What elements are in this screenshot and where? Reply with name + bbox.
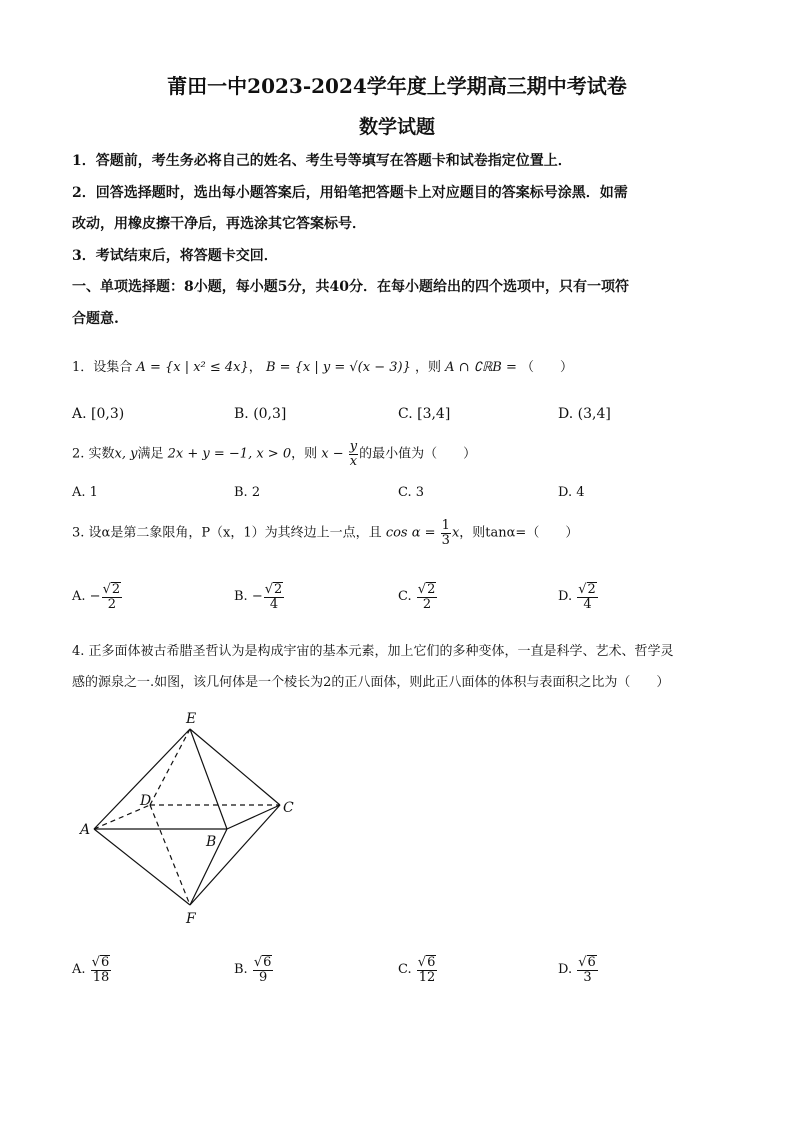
q3-option-b-den: 4 — [269, 596, 279, 612]
q1-suffix: ，则 — [415, 360, 442, 375]
instruction-2-cont: 改动，用橡皮擦干净后，再选涂其它答案标号． — [72, 216, 366, 232]
exam-title: 莆田一中2023-2024学年度上学期高三期中考试卷 — [167, 74, 627, 98]
q4-option-c-label: C. — [398, 962, 412, 978]
q3-option-c-den: 2 — [422, 596, 432, 612]
q2-option-d: D. 4 — [558, 485, 585, 500]
q4-option-a-den: 18 — [92, 969, 110, 985]
q4-option-b — [234, 955, 274, 984]
q4-option-d-label: D. — [558, 962, 573, 978]
q3-option-d-label: D. — [558, 589, 573, 605]
edge-cf — [190, 805, 280, 905]
vertex-label-a: A — [80, 822, 91, 838]
q3-option-c-frac: $\frac{√2}{2}$ — [417, 582, 436, 612]
q3-option-b — [234, 582, 285, 611]
q3-option-a-label: A. — [72, 589, 86, 605]
q1-expr: A ∩ ∁ℝB = — [445, 360, 517, 375]
question-1: 1．设集合 A = {x | x² ≤ 4x}， B = {x | y = √(x − 3)} ，则 A ∩ ∁ℝB = （ ） — [72, 360, 574, 375]
q4-option-a-num: 6 — [100, 955, 110, 970]
q3-frac-num: 1 — [441, 518, 450, 533]
q3-option-d — [558, 582, 599, 611]
q4-option-b-den: 9 — [258, 969, 268, 985]
q4-option-c-num: 6 — [427, 955, 436, 970]
q4-option-b-num: 6 — [263, 955, 272, 970]
q3-cos: cos α = — [385, 525, 436, 541]
q3-option-b-sign: − — [251, 589, 263, 605]
vertex-label-c: C — [283, 800, 294, 816]
edge-ea — [94, 729, 190, 829]
q3-option-c-label: C. — [398, 589, 412, 605]
q4-option-c-den: 12 — [418, 969, 436, 985]
q4-option-d — [558, 955, 599, 984]
q1-option-a: A. [0,3) — [72, 406, 125, 422]
q3-prefix: 3. 设α是第二象限角，P（x，1）为其终边上一点，且 — [72, 525, 382, 541]
q3-option-d-den: 4 — [583, 596, 592, 612]
edge-ed-hidden — [150, 729, 190, 805]
question-4-line1: 4. 正多面体被古希腊圣哲认为是构成宇宙的基本元素，加上它们的多种变体，一直是科学、艺术、哲学灵 — [72, 644, 674, 659]
question-3 — [72, 519, 578, 547]
q3-option-c — [398, 582, 438, 611]
q2-mid: 满足 — [137, 446, 164, 462]
q3-option-a-num: 2 — [111, 582, 121, 597]
q2-option-c: C. 3 — [398, 485, 425, 500]
q3-option-d-num: 2 — [587, 582, 596, 597]
q1-option-d: D. (3,4] — [558, 406, 611, 422]
q4-option-a-frac: $\frac{√6}{18}$ — [91, 955, 110, 985]
exam-subtitle: 数学试题 — [358, 116, 435, 138]
q2-then: ，则 — [291, 446, 318, 462]
vertex-label-f: F — [186, 911, 196, 927]
instruction-3: 3．考试结束后，将答题卡交回． — [72, 248, 278, 264]
q3-var: x — [451, 525, 460, 541]
q2-condition: 2x + y = −1, x > 0 — [167, 446, 292, 462]
q2-fraction — [349, 440, 358, 468]
q3-suffix: ，则tanα=（ ） — [459, 525, 579, 541]
q2-frac-num: y — [349, 439, 358, 454]
q1-option-c: C. [3,4] — [398, 406, 451, 422]
edge-bc — [227, 805, 280, 829]
q3-option-c-num: 2 — [427, 582, 436, 597]
vertex-label-d: D — [140, 793, 152, 809]
edge-df-hidden — [150, 805, 190, 905]
instruction-2: 2．回答选择题时，选出每小题答案后，用铅笔把答题卡上对应题目的答案标号涂黑．如需 — [72, 185, 628, 201]
q4-option-b-frac: $\frac{√6}{9}$ — [253, 955, 272, 985]
q2-option-a: A. 1 — [72, 485, 98, 500]
vertex-label-b: B — [206, 834, 217, 850]
q2-option-b: B. 2 — [234, 485, 261, 500]
q2-expr: x − — [321, 446, 344, 462]
q3-option-a-den: 2 — [107, 596, 116, 612]
q1-prefix: 1．设集合 — [72, 360, 133, 375]
q4-option-a-label: A. — [72, 962, 86, 978]
question-2 — [72, 440, 476, 468]
question-4-line2: 感的源泉之一.如图，该几何体是一个棱长为2的正八面体，则此正八面体的体积与表面积之比为（ ） — [72, 675, 670, 690]
q4-option-d-num: 6 — [587, 955, 596, 970]
q4-option-c — [398, 955, 438, 984]
q1-set-a: A = {x | x² ≤ 4x} — [136, 360, 249, 375]
octahedron-figure — [70, 705, 310, 935]
vertex-label-e: E — [186, 711, 197, 727]
q3-option-b-label: B. — [234, 589, 248, 605]
q1-blank: （ ） — [521, 360, 574, 375]
q4-option-d-frac: $\frac{√6}{3}$ — [578, 955, 596, 985]
q3-option-a-frac: $\frac{√2}{2}$ — [102, 582, 121, 612]
section-heading-cont: 合题意. — [72, 311, 119, 327]
q3-frac-den: 3 — [441, 532, 450, 548]
edge-af — [94, 829, 190, 905]
q4-option-d-den: 3 — [583, 969, 592, 985]
q2-prefix: 2. 实数 — [72, 446, 115, 462]
q2-vars: x, y — [114, 446, 138, 462]
q1-set-b: B = {x | y = √(x − 3)} — [265, 360, 411, 375]
q4-option-b-label: B. — [234, 962, 248, 978]
q3-fraction — [441, 519, 451, 547]
q3-option-b-num: 2 — [274, 582, 283, 597]
q1-option-b: B. (0,3] — [234, 406, 287, 422]
q2-suffix: 的最小值为（ ） — [359, 446, 477, 462]
q2-frac-den: x — [349, 453, 358, 469]
section-heading: 一、单项选择题：8小题，每小题5分，共40分．在每小题给出的四个选项中，只有一项符 — [72, 279, 629, 295]
instruction-1: 1．答题前，考生务必将自己的姓名、考生号等填写在答题卡和试卷指定位置上． — [72, 153, 572, 169]
q4-option-a — [72, 955, 112, 984]
q3-option-a-sign: − — [89, 589, 101, 605]
q3-option-b-frac: $\frac{√2}{4}$ — [264, 582, 283, 612]
q3-option-d-frac: $\frac{√2}{4}$ — [578, 582, 596, 612]
q4-option-c-frac: $\frac{√6}{12}$ — [417, 955, 436, 985]
q3-option-a — [72, 582, 123, 611]
